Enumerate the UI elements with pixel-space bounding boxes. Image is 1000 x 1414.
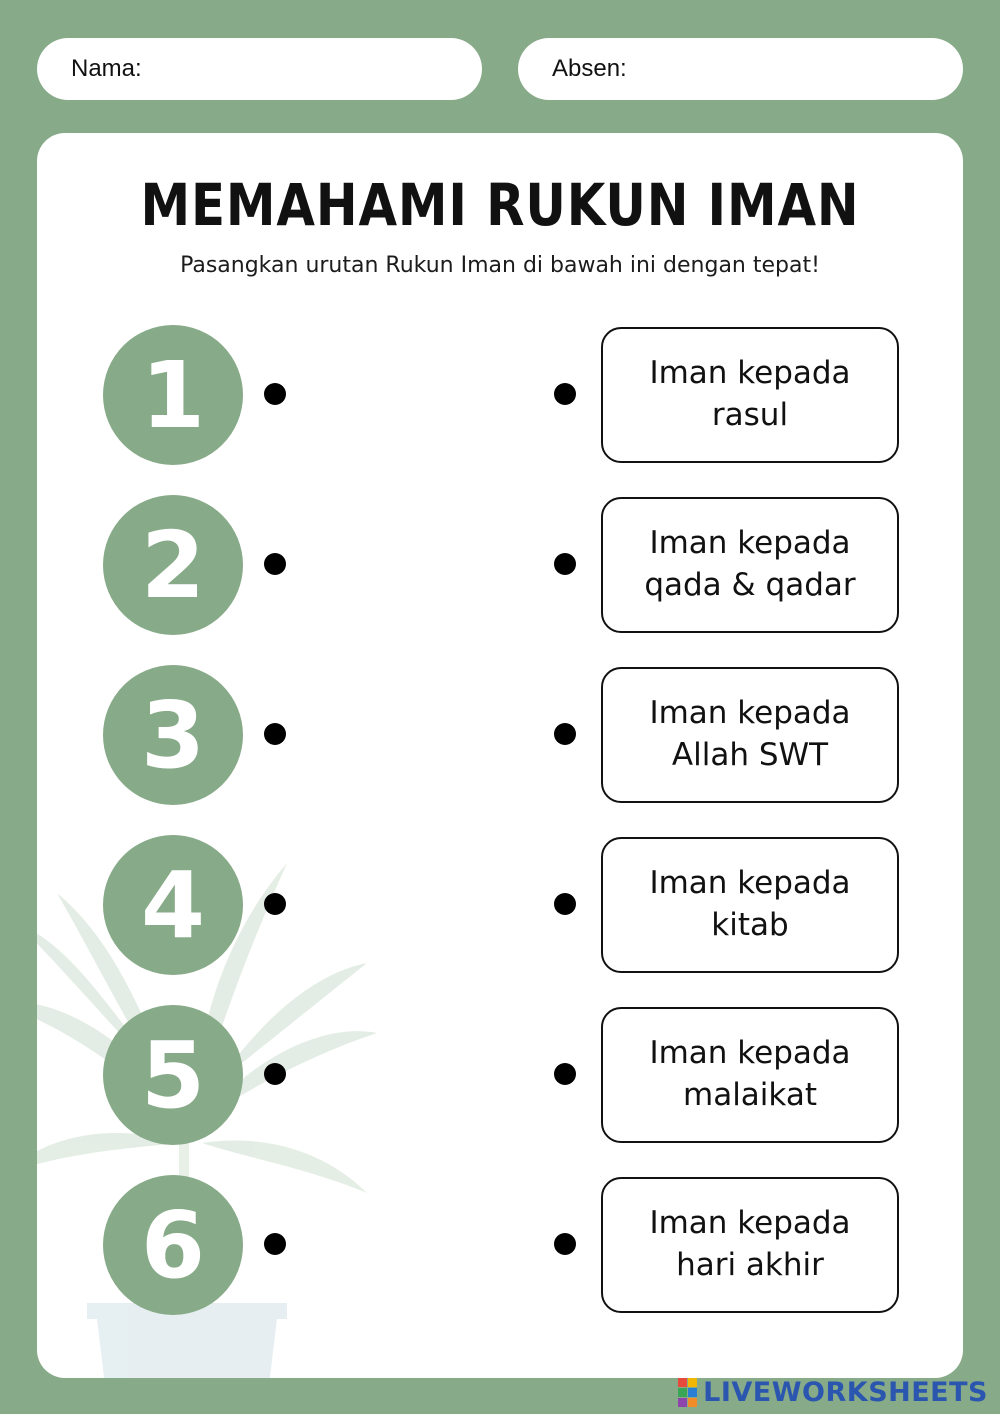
watermark-text: LIVEWORKSHEETS: [703, 1377, 988, 1408]
left-connector-dot[interactable]: [264, 553, 286, 575]
right-connector-dot[interactable]: [554, 383, 576, 405]
answer-line-1: Iman kepada: [649, 865, 851, 902]
match-row: [37, 325, 963, 465]
answer-line-2: hari akhir: [676, 1247, 824, 1283]
liveworksheets-logo-icon: [678, 1378, 697, 1407]
answer-line-1: Iman kepada: [649, 355, 851, 392]
number-circle: 4: [103, 835, 243, 975]
answer-line-1: Iman kepada: [649, 525, 851, 562]
liveworksheets-watermark: [678, 1377, 988, 1408]
worksheet-card: [37, 133, 963, 1378]
right-connector-dot[interactable]: [554, 1063, 576, 1085]
right-connector-dot[interactable]: [554, 723, 576, 745]
number-circle: 2: [103, 495, 243, 635]
number-circle: 6: [103, 1175, 243, 1315]
name-input[interactable]: [150, 49, 456, 89]
absen-label: Absen:: [552, 55, 627, 82]
match-row: [37, 1005, 963, 1145]
left-connector-dot[interactable]: [264, 893, 286, 915]
answer-box[interactable]: [601, 837, 899, 973]
answer-box[interactable]: [601, 327, 899, 463]
left-connector-dot[interactable]: [264, 383, 286, 405]
answer-box[interactable]: [601, 667, 899, 803]
answer-line-1: Iman kepada: [649, 1035, 851, 1072]
number-circle: 5: [103, 1005, 243, 1145]
answer-box[interactable]: [601, 1177, 899, 1313]
match-row: [37, 835, 963, 975]
name-field[interactable]: [37, 38, 482, 100]
answer-line-2: qada & qadar: [644, 567, 856, 603]
answer-line-1: Iman kepada: [649, 695, 851, 732]
number-circle: 3: [103, 665, 243, 805]
match-row: [37, 495, 963, 635]
answer-box[interactable]: [601, 497, 899, 633]
left-connector-dot[interactable]: [264, 723, 286, 745]
match-row: [37, 1175, 963, 1315]
absen-input[interactable]: [635, 49, 937, 89]
left-connector-dot[interactable]: [264, 1233, 286, 1255]
name-label: Nama:: [71, 55, 142, 82]
absen-field[interactable]: [518, 38, 963, 100]
right-connector-dot[interactable]: [554, 1233, 576, 1255]
left-connector-dot[interactable]: [264, 1063, 286, 1085]
answer-line-2: kitab: [711, 907, 789, 943]
match-row: [37, 665, 963, 805]
instruction-text: Pasangkan urutan Rukun Iman di bawah ini dengan tepat!: [180, 253, 820, 278]
right-connector-dot[interactable]: [554, 893, 576, 915]
answer-line-2: malaikat: [683, 1077, 817, 1113]
answer-line-2: Allah SWT: [671, 737, 829, 773]
answer-line-1: Iman kepada: [649, 1205, 851, 1242]
answer-line-2: rasul: [711, 397, 789, 433]
answer-box[interactable]: [601, 1007, 899, 1143]
page-title: MEMAHAMI RUKUN IMAN: [140, 171, 860, 239]
right-connector-dot[interactable]: [554, 553, 576, 575]
number-circle: 1: [103, 325, 243, 465]
